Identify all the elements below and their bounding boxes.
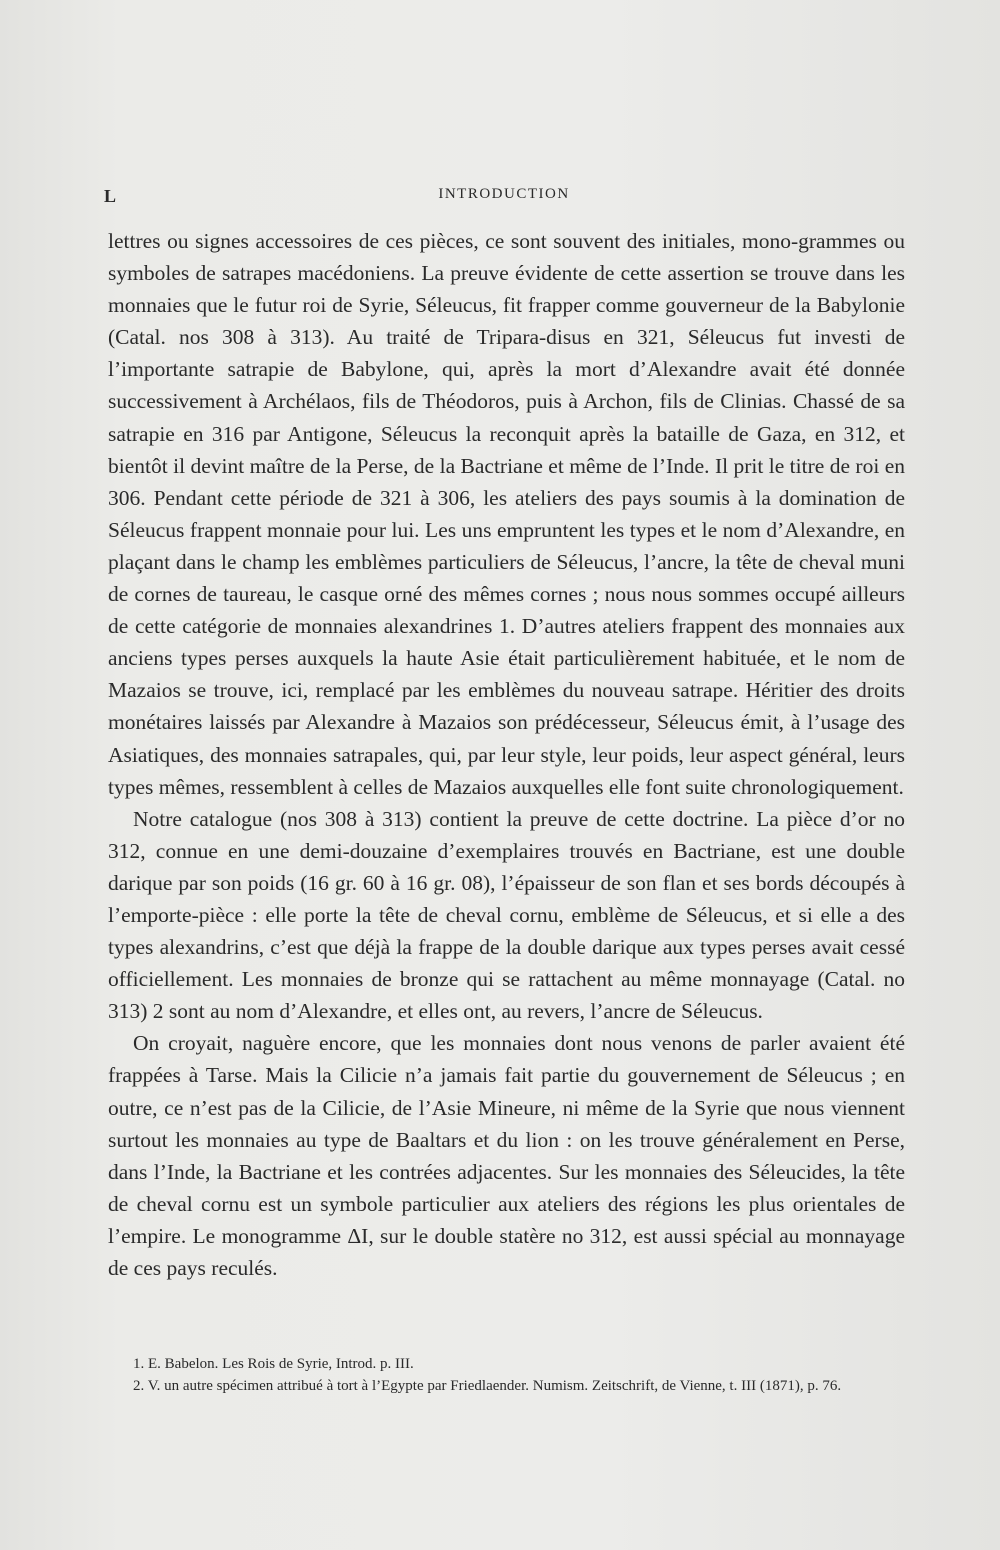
running-title: INTRODUCTION	[438, 186, 570, 202]
paragraph: Notre catalogue (nos 308 à 313) contient la preuve de cette doctrine. La pièce d’or no 312, connue en une demi-douzaine d’exemplaires trouvés en Bactriane, est une double darique par son poids (16 gr. 60 à 16 gr. 08), l’épaisseur de son flan et ses bords découpés à l’emporte-pièce : elle porte la tête de cheval cornu, emblème de Séleucus, et si elle a des types alexandrins, c’est que déjà la frappe de la double darique aux types perses avait cessé officiellement. Les monnaies de bronze qui se rattachent au même monnayage (Catal. no 313) 2 sont au nom d’Alexandre, et elles ont, au revers, l’ancre de Séleucus.	[108, 806, 905, 1024]
body-text	[108, 225, 905, 1284]
footnote: 2. V. un autre spécimen attribué à tort à l’Egypte par Friedlaender. Numism. Zeitschrift, de Vienne, t. III (1871), p. 76.	[133, 1378, 842, 1394]
paragraph: On croyait, naguère encore, que les monnaies dont nous venons de parler avaient été frappées à Tarse. Mais la Cilicie n’a jamais fait partie du gouvernement de Séleucus ; en outre, ce n’est pas de la Cilicie, de l’Asie Mineure, ni même de la Syrie que nous viennent surtout les monnaies au type de Baaltars et du lion : on les trouve généralement en Perse, dans l’Inde, la Bactriane et les contrées adjacentes. Sur les monnaies des Séleucides, la tête de cheval cornu est un symbole particulier aux ateliers des régions les plus orientales de l’empire. Le monogramme ΔΙ, sur le double statère no 312, est aussi spécial au monnayage de ces pays reculés.	[108, 1031, 905, 1280]
page-number: L	[104, 186, 118, 206]
paragraph: lettres ou signes accessoires de ces pièces, ce sont souvent des initiales, mono-grammes ou symboles de satrapes macédoniens. La preuve évidente de cette assertion se trouve dans les monnaies que le futur roi de Syrie, Séleucus, fit frapper comme gouverneur de la Babylonie (Catal. nos 308 à 313). Au traité de Tripara-disus en 321, Séleucus fut investi de l’importante satrapie de Babylone, qui, après la mort d’Alexandre avait été donnée successivement à Archélaos, fils de Théodoros, puis à Archon, fils de Clinias. Chassé de sa satrapie en 316 par Antigone, Séleucus la reconquit après la bataille de Gaza, en 312, et bientôt il devint maître de la Perse, de la Bactriane et même de l’Inde. Il prit le titre de roi en 306. Pendant cette période de 321 à 306, les ateliers des pays soumis à la domination de Séleucus frappent monnaie pour lui. Les uns empruntent les types et le nom d’Alexandre, en plaçant dans le champ les emblèmes particuliers de Séleucus, l’ancre, la tête de cheval muni de cornes de taureau, le casque orné des mêmes cornes ; nous nous sommes occupé ailleurs de cette catégorie de monnaies alexandrines 1. D’autres ateliers frappent des monnaies aux anciens types perses auxquels la haute Asie était particulièrement habituée, et le nom de Mazaios se trouve, ici, remplacé par les emblèmes du nouveau satrape. Héritier des droits monétaires laissés par Alexandre à Mazaios son prédécesseur, Séleucus émit, à l’usage des Asiatiques, des monnaies satrapales, qui, par leur style, leur poids, leur aspect général, leurs types mêmes, ressemblent à celles de Mazaios auxquelles elle font suite chronologiquement.	[108, 229, 905, 799]
footnote: 1. E. Babelon. Les Rois de Syrie, Introd. p. III.	[133, 1356, 414, 1372]
footnotes	[108, 1353, 905, 1397]
running-header	[104, 186, 904, 210]
